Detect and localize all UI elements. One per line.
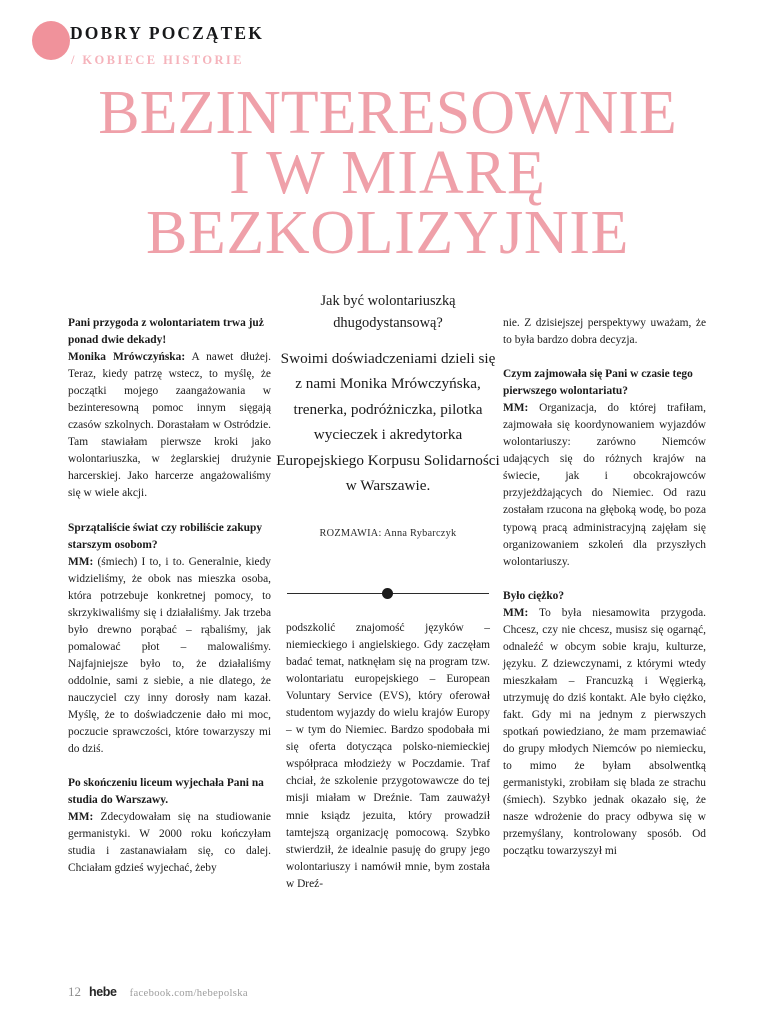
answer-speaker: MM:: [68, 555, 94, 568]
answer-speaker: MM:: [503, 402, 529, 415]
page-number: 12: [68, 984, 81, 999]
interview-question: Czym zajmowała się Pani w czasie tego pierwszego wolontariatu?: [503, 368, 693, 398]
brand-logo: hebe: [89, 985, 117, 999]
paragraph-gap: [503, 349, 706, 366]
interview-answer: podszkolić znajomość języków – niemieckiego i angielskiego. Gdy zaczęłam badać temat, natknęłam się na program tzw. wolontariatu europejskiego – European Voluntary Service (EVS), który oferował studentom wyjazdy do wielu krajów Europy – w tym do Niemiec. Bardzo spodobała mi się oferta dotycząca polsko-niemieckiej współpraca młodzieży w Poczdamie. Traf chciał, że szkolenie przygotowawcze do tej misji miałam w Dreźnie. Tam zauważył mnie ksiądz jezuita, który prowadził tamtejszą organizację pomocową. Szybko stwierdził, że idealnie pasuję do grupy jego wolontariuszy i namówił mnie, bym została w Dreź-: [286, 622, 490, 890]
interview-question: Pani przygoda z wolontariatem trwa już ponad dwie dekady!: [68, 317, 264, 347]
subsection-title: / KOBIECE HISTORIE: [71, 53, 244, 67]
interview-question: Sprzątaliście świat czy robiliście zakupy starszym osobom?: [68, 521, 263, 551]
paragraph-gap: [68, 758, 271, 775]
interview-question: Było ciężko?: [503, 589, 565, 602]
headline-line-2: I W MIARĘ: [229, 139, 546, 207]
paragraph-gap: [68, 503, 271, 520]
page-kicker: [32, 18, 732, 80]
answer-speaker: MM:: [503, 606, 529, 619]
interview-answer: MM: To była niesamowita przygoda. Chcesz, czy nie chcesz, musisz się ogarnąć, odnaleźć w obcym sobie kraju, kulturze, języku. Z dziewczynami, z którymi wtedy mieszkałam – Francuzką i Węgierką, utrzymuję do dziś kontakt. Ale było ciężko, fakt. Gdy mi na jednym z pierwszych spotkań powiedziano, że mam przemawiać do grupy młodych Niemców po niemiecku, to mimo że byłam absolwentką germanistyki, zrobiłam się blada ze strachu (śmiech). Szybko jednak okazało się, że nasze wdrożenie do pracy odbywa się w przemyślany, kontrolowany sposób. Od początku towarzyszył mi: [503, 606, 706, 858]
column-right: [503, 315, 706, 860]
interview-question: Po skończeniu liceum wyjechała Pani na studia do Warszawy.: [68, 777, 264, 807]
interview-answer: nie. Z dzisiejszej perspektywy uważam, że to była bardzo dobra decyzja.: [503, 317, 706, 347]
section-title: DOBRY POCZĄTEK: [70, 23, 264, 43]
paragraph-gap: [503, 571, 706, 588]
interview-answer: MM: Organizacja, do której trafiłam, zajmowała się koordynowaniem wyjazdów wolontariuszy: zarówno Niemców udających się do różnych krajów na świecie, jak i obcokrajowców przyjeżdżających do Niemiec. Od razu zostałam rzucona na głęboką wodę, bo poza typową pracą administracyjną zajęłam się organizowaniem szkoleń dla przyszłych wolontariuszy.: [503, 402, 706, 568]
answer-speaker: MM:: [68, 811, 94, 824]
headline-line-3: BEZKOLIZYJNIE: [145, 199, 630, 267]
interview-answer: MM: Zdecydowałam się na studiowanie germanistyki. W 2000 roku kończyłam studia i zastanawiałam się, co dalej. Chciałam gdzieś wyjechać, żeby: [68, 811, 271, 875]
interview-answer: Monika Mrówczyńska: A nawet dłużej. Teraz, kiedy patrzę wstecz, to myślę, że początki mojego zaangażowania w bezinteresowną pomoc innym sięgają czasów szkolnych. Dorastałam w Ostródzie. Tam stawiałam pierwsze kroki jako wolontariuszka, w żeglarskiej drużynie harcerskiej. Jako harcerze angażowaliśmy się w wiele akcji.: [68, 351, 272, 500]
decorative-dot-icon: [32, 21, 70, 60]
headline-line-1: BEZINTERESOWNIE: [98, 79, 677, 147]
social-handle[interactable]: facebook.com/hebepolska: [129, 988, 248, 999]
column-left: [68, 315, 271, 877]
standfirst-question: Jak być wolontariuszką dhugodystansową?: [320, 293, 456, 331]
article-headline: [0, 79, 775, 267]
standfirst-body: Swoimi doświadczeniami dzieli się z nami Monika Mrówczyńska, trenerka, podróżniczka, pilotka wycieczek i akredytorka Europejskiego Korpusu Solidarności w Warszawie.: [276, 350, 500, 495]
page-footer: [68, 984, 248, 1004]
answer-speaker: Monika Mrówczyńska:: [68, 351, 186, 364]
standfirst-credit: ROZMAWIA: Anna Rybarczyk: [319, 528, 457, 539]
column-middle-body: [286, 620, 490, 893]
interview-answer: MM: (śmiech) I to, i to. Generalnie, kiedy widzieliśmy, że obok nas mieszka osoba, która potrzebuje konkretnej pomocy, to skrzykiwaliśmy się i działaliśmy. Jak trzeba było drewno porąbać – rąbaliśmy, jak pomalować płot – malowaliśmy. Najfajniejsze było to, że działaliśmy oddolnie, sami z siebie, a nie dlatego, że nauczyciel czy inny dorosły nam kazał. Myślę, że to doświadczenie dało mi moc, poczucie sprawczości, które towarzyszy mi do dziś.: [68, 555, 271, 756]
